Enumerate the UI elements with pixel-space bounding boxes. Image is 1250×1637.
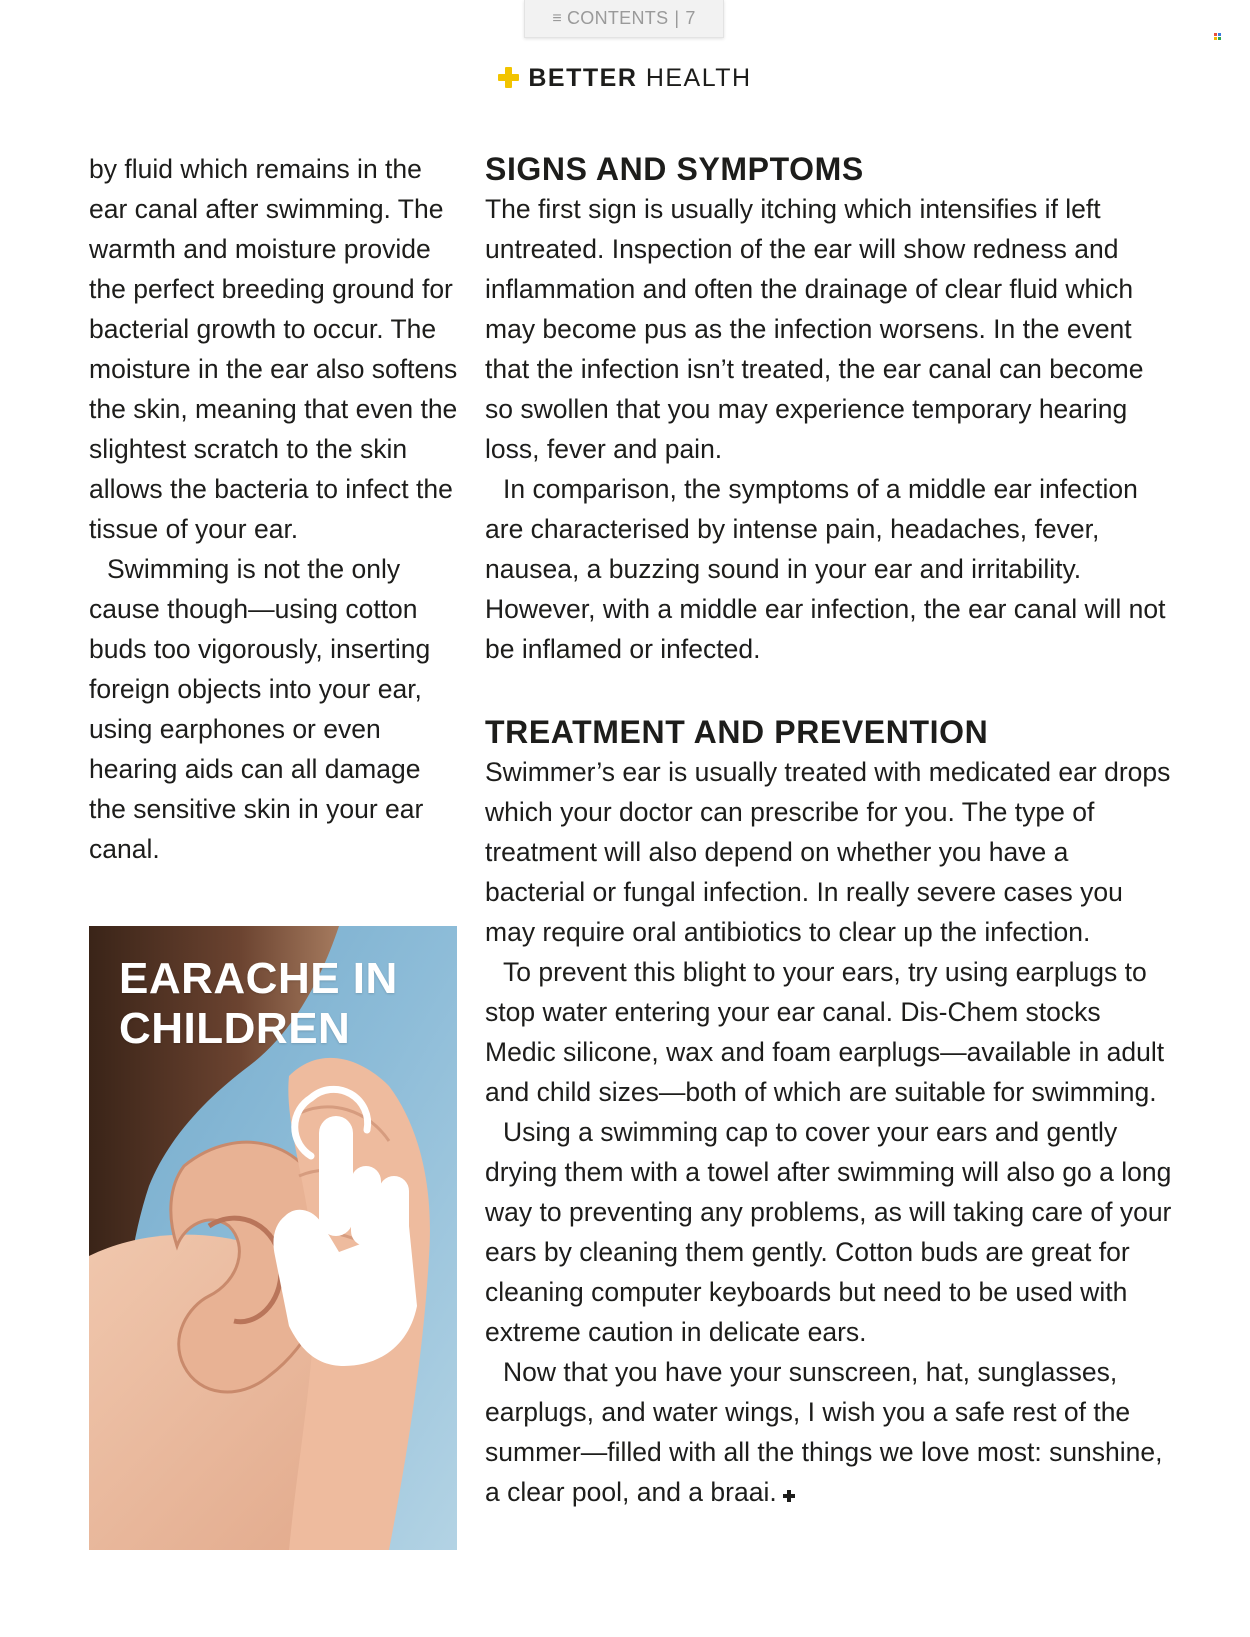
figure-caption: EARACHE IN CHILDREN <box>119 954 398 1053</box>
page-number: 7 <box>685 8 696 28</box>
contents-tab[interactable] <box>524 0 724 38</box>
separator: | <box>674 8 680 28</box>
plus-icon <box>498 67 518 87</box>
earache-figure <box>89 926 457 1550</box>
menu-icon: ≡ <box>552 9 562 27</box>
body-paragraph: In comparison, the symptoms of a middle ear infection are characterised by intense pain, headaches, fever, nausea, a buzzing sound in your ear and irritability. However, with a middle ear infection, the ear canal will not be inflamed or infected. <box>485 474 1166 664</box>
body-paragraph: Swimmer’s ear is usually treated with medicated ear drops which your doctor can prescribe for you. The type of treatment will also depend on whether you have a bacterial or fungal infection. In really severe cases you may require oral antibiotics to clear up the infection. <box>485 757 1171 947</box>
body-paragraph: Using a swimming cap to cover your ears and gently drying them with a towel after swimming will also go a long way to preventing any problems, as will taking care of your ears by cleaning them gently. Cotton buds are great for cleaning computer keyboards but need to be used with extreme caution in delicate ears. <box>485 1117 1172 1347</box>
closing-paragraph <box>485 1352 1175 1512</box>
section-header <box>0 64 1250 93</box>
section-heading: SIGNS AND SYMPTOMS <box>485 151 864 187</box>
section-heading: TREATMENT AND PREVENTION <box>485 714 989 750</box>
header-regular: HEALTH <box>645 64 752 92</box>
right-column <box>485 149 1175 1512</box>
closing-text: Now that you have your sunscreen, hat, sunglasses, earplugs, and water wings, I wish you a safe rest of the summer—filled with all the things we love most: sunshine, a clear pool, and a braai. <box>485 1357 1163 1507</box>
header-bold: BETTER <box>528 64 638 92</box>
body-paragraph: Swimming is not the only cause though—using cotton buds too vigorously, inserting foreign objects into your ear, using earphones or even hearing aids can all damage the sensitive skin in your ear canal. <box>89 554 431 864</box>
body-paragraph: To prevent this blight to your ears, try using earplugs to stop water entering your ear canal. Dis-Chem stocks Medic silicone, wax and foam earplugs—available in adult and child sizes—both of which are suitable for swimming. <box>485 957 1165 1107</box>
body-paragraph: by fluid which remains in the ear canal after swimming. The warmth and moisture provide the perfect breeding ground for bacterial growth to occur. The moisture in the ear also softens the skin, meaning that even the slightest scratch to the skin allows the bacteria to infect the tissue of your ear. <box>89 154 458 544</box>
app-grid-icon[interactable] <box>1214 33 1221 40</box>
contents-label: CONTENTS <box>566 8 669 28</box>
left-column <box>89 149 459 869</box>
body-paragraph: The first sign is usually itching which intensifies if left untreated. Inspection of the ear will show redness and inflammation and often the drainage of clear fluid which may become pus as the infection worsens. In the event that the infection isn’t treated, the ear canal can become so swollen that you may experience temporary hearing loss, fever and pain. <box>485 194 1144 464</box>
end-mark-icon <box>783 1490 795 1502</box>
